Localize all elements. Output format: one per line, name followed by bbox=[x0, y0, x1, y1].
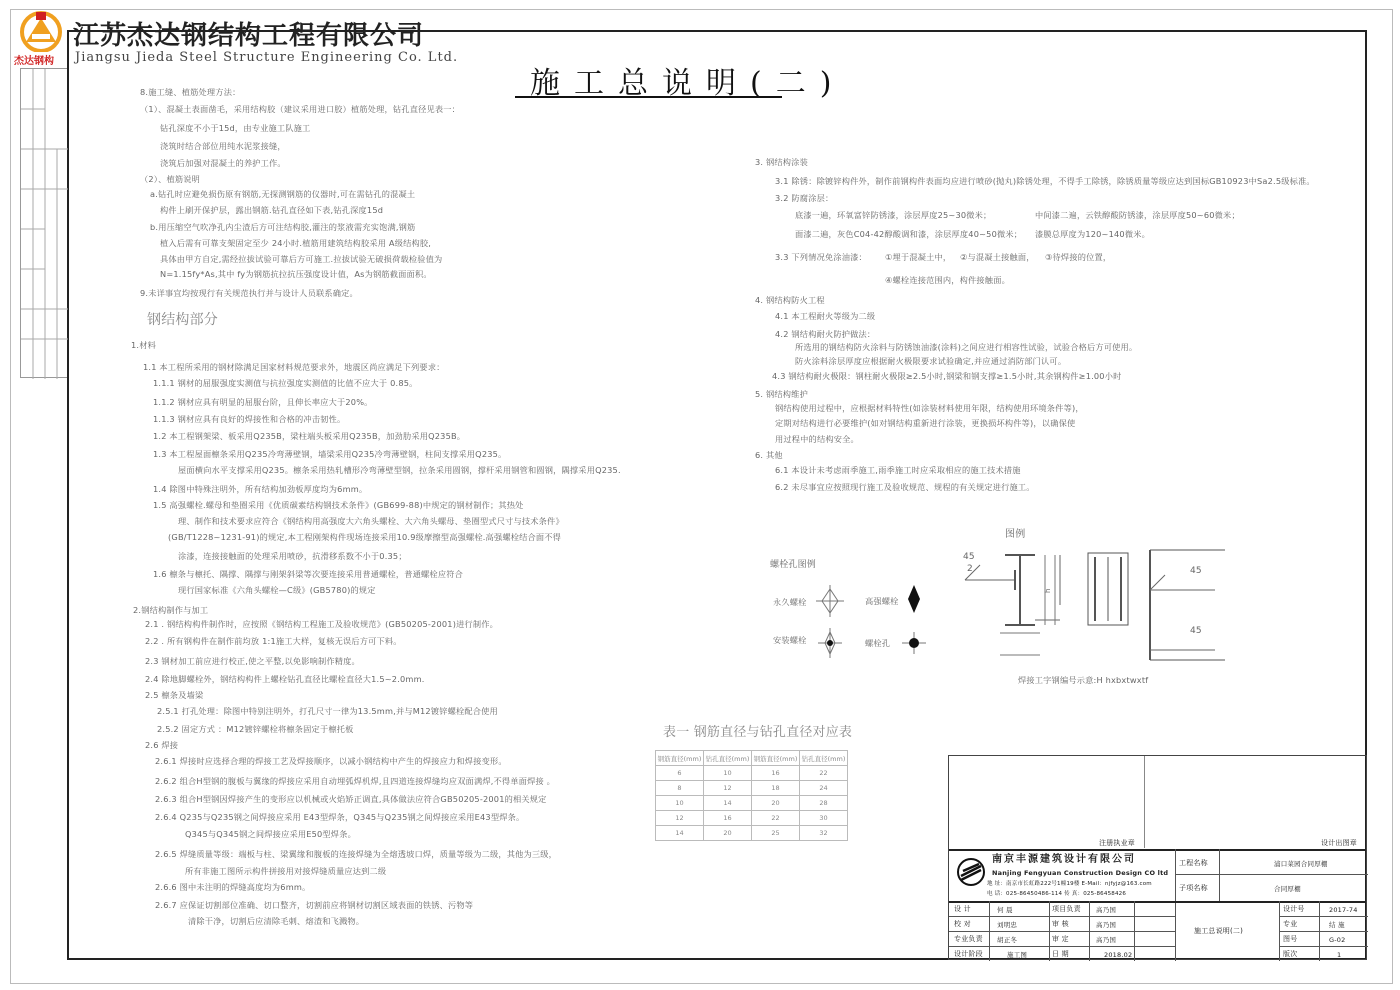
permanent-bolt-label: 永久螺栓 bbox=[773, 597, 807, 607]
section-heading-steel: 钢结构部分 bbox=[147, 312, 218, 328]
firm-phone: 电 话：025-86450486-114 传 真：025-86458426 bbox=[987, 891, 1127, 897]
table-cell: 10 bbox=[704, 766, 752, 781]
note-line: ③待焊接的位置， bbox=[1045, 252, 1112, 262]
tb-vline bbox=[1134, 901, 1135, 961]
note-line: 2.5 檩条及墙梁 bbox=[145, 690, 204, 700]
note-line: 2.6.6 图中未注明的焊缝高度均为6mm。 bbox=[155, 882, 311, 892]
note-line: 防火涂料涂层厚度应根据耐火极限要求试验确定,并应通过消防部门认可。 bbox=[795, 356, 1067, 366]
note-line: ②与混凝土接触面， bbox=[960, 252, 1035, 262]
note-line: 2.1 . 钢结构构件制作时，应按照《钢结构工程施工及验收规范》(GB50205-2001)进行制作。 bbox=[145, 619, 499, 629]
note-line: 漆膜总厚度为120~140微米。 bbox=[1035, 229, 1151, 239]
tb-cell: 胡正冬 bbox=[997, 936, 1018, 944]
note-line: 构件上刷开保护层，露出钢筋.钻孔直径如下表,钻孔深度15d bbox=[160, 205, 384, 215]
note-line: 2.4 除地脚螺栓外，钢结构构件上螺栓钻孔直径比螺栓直径大1.5~2.0mm. bbox=[145, 674, 425, 684]
table-header-cell: 钢筋直径(mm) bbox=[752, 751, 800, 766]
weld-angle-label: 45 bbox=[963, 552, 975, 562]
note-line: b.用压缩空气吹净孔内尘渣后方可注结构胶,灌注的浆液需充实饱满,钢筋 bbox=[150, 222, 416, 232]
table-cell: 32 bbox=[800, 826, 848, 841]
design-stamp-label: 设计出图章 bbox=[1321, 839, 1357, 847]
install-bolt-icon bbox=[818, 628, 842, 658]
firm-logo-icon bbox=[954, 857, 988, 887]
legend-title: 图例 bbox=[1005, 529, 1026, 540]
note-line: 定期对结构进行必要维护(如对钢结构重新进行涂装，更换损坏构件等)，以确保使 bbox=[775, 418, 1076, 428]
weld-section-diagram bbox=[960, 545, 1230, 670]
note-line: 2.5.2 固定方式 ：M12镀锌螺栓将檩条固定于檩托板 bbox=[157, 724, 354, 734]
logo-caption: 杰达钢构 bbox=[14, 56, 54, 67]
table-header-cell: 钻孔直径(mm) bbox=[704, 751, 752, 766]
tb-hline bbox=[1175, 874, 1368, 875]
tb-cell: 审 定 bbox=[1052, 935, 1069, 943]
table-header-cell: 钢筋直径(mm) bbox=[656, 751, 704, 766]
note-line: （2）、植筋说明 bbox=[140, 174, 201, 184]
firm-address: 地 址：南京市长虹路222号1幢19楼 E-Mail：njfyjz@163.com bbox=[987, 881, 1152, 887]
note-line: （1）、混凝土表面凿毛，采用结构胶（建议采用进口胶）植筋处理，钻孔直径见表一： bbox=[140, 104, 461, 114]
title-block bbox=[948, 755, 1367, 960]
company-name-cn: 江苏杰达钢结构工程有限公司 bbox=[73, 21, 425, 51]
note-line: N=1.15fy*As,其中 fy为钢筋抗拉抗压强度设计值，As为钢筋截面面积。 bbox=[160, 269, 432, 279]
sub-name: 合同厚棚 bbox=[1274, 885, 1301, 893]
note-line: 屋面横向水平支撑采用Q235。檩条采用热轧槽形冷弯薄壁型钢，拉条采用圆钢，撑杆采用钢管和圆钢，隅撑采用Q235. bbox=[178, 465, 621, 475]
tb-hline bbox=[949, 946, 1175, 947]
note-line: 3.3 下列情况免涂油漆： bbox=[775, 252, 867, 262]
table-cell: 24 bbox=[800, 781, 848, 796]
project-name: 浦口菜园合同厚棚 bbox=[1274, 860, 1328, 868]
note-line: 3.2 防腐涂层： bbox=[775, 193, 834, 203]
table-cell: 20 bbox=[752, 796, 800, 811]
tb-cell: 校 对 bbox=[954, 920, 971, 928]
note-line: 1.1.1 钢材的屈服强度实测值与抗拉强度实测值的比值不应大于 0.85。 bbox=[153, 378, 418, 388]
note-line: 1.材料 bbox=[131, 340, 156, 350]
table-cell: 25 bbox=[752, 826, 800, 841]
bolt-legend-title: 螺栓孔图例 bbox=[770, 560, 817, 570]
note-line: 4.3 钢结构耐火极限：钢柱耐火极限≥2.5小时,钢梁和钢支撑≥1.5小时,其余钢构件≥1.00小时 bbox=[772, 371, 1122, 381]
tb-cell: 项目负责 bbox=[1052, 905, 1081, 913]
table-cell: 20 bbox=[704, 826, 752, 841]
note-line: 清除干净，切割后应清除毛刺、熔渣和飞溅物。 bbox=[188, 916, 365, 926]
note-line: 所有非施工图所示构件拼接用对接焊缝质量应达到二级 bbox=[185, 866, 387, 876]
note-line: 现行国家标准《六角头螺栓—C级》(GB5780)的规定 bbox=[178, 585, 376, 595]
table-cell: 22 bbox=[752, 811, 800, 826]
tb-cell: 设计阶段 bbox=[954, 950, 983, 958]
note-line: 2.6.7 应保证切割部位准确、切口整齐，切割前应将钢材切割区域表面的铁锈、污物等 bbox=[155, 900, 474, 910]
table-row bbox=[656, 766, 848, 781]
table-cell: 30 bbox=[800, 811, 848, 826]
note-line: 2.6 焊接 bbox=[145, 740, 179, 750]
tb-divider bbox=[949, 849, 1366, 851]
tb-key: 设计号 bbox=[1283, 905, 1305, 913]
tb-vline bbox=[1219, 849, 1220, 901]
company-logo bbox=[12, 10, 70, 65]
table-cell: 14 bbox=[656, 826, 704, 841]
weld-angle-label: 45 bbox=[1190, 626, 1202, 636]
tb-hline bbox=[1279, 916, 1368, 917]
note-line: 8.施工缝、植筋处理方法： bbox=[140, 87, 241, 97]
note-line: 4. 钢结构防火工程 bbox=[755, 295, 825, 305]
table-header-cell: 钻孔直径(mm) bbox=[800, 751, 848, 766]
note-line: 1.2 本工程钢架梁、板采用Q235B，梁柱端头板采用Q235B，加劲肋采用Q235B。 bbox=[153, 431, 466, 441]
tb-key: 图号 bbox=[1283, 935, 1298, 943]
note-line: 中间漆二遍，云铁醇酸防锈漆，涂层厚度50~60微米； bbox=[1035, 210, 1240, 220]
tb-divider bbox=[949, 901, 1366, 903]
note-line: 1.3 本工程屋面檩条采用Q235冷弯薄壁钢，墙梁采用Q235冷弯薄壁钢，柱间支撑采用Q235。 bbox=[153, 449, 507, 459]
tb-cell: 设 计 bbox=[954, 905, 971, 913]
note-line: ①埋于混凝土中， bbox=[885, 252, 952, 262]
table-header-row bbox=[656, 751, 848, 766]
note-line: 2.6.3 组合H型钢因焊接产生的变形应以机械或火焰矫正调直,具体做法应符合GB50205-2001的相关规定 bbox=[155, 794, 547, 804]
note-line: 6.1 本设计未考虑雨季施工,雨季施工时应采取相应的施工技术措施 bbox=[775, 465, 1021, 475]
tb-vline bbox=[1049, 901, 1050, 961]
note-line: 2.6.1 焊接时应选择合理的焊接工艺及焊接顺序，以减小钢结构中产生的焊接应力和焊接变形。 bbox=[155, 756, 507, 766]
tb-cell: 刘明忠 bbox=[997, 921, 1018, 929]
firm-name-cn: 南京丰源建筑设计有限公司 bbox=[992, 854, 1136, 865]
note-line: 2.钢结构制作与加工 bbox=[133, 605, 209, 615]
note-line: (GB/T1228~1231-91)的规定,本工程刚架构件现场连接采用10.9级摩擦型高强螺栓.高强螺栓结合面不得 bbox=[168, 532, 562, 542]
tb-vline bbox=[1175, 849, 1176, 961]
note-line: 6. 其他 bbox=[755, 450, 783, 460]
drawing-title: 施工总说明(二) bbox=[1194, 927, 1244, 935]
note-line: 3. 钢结构涂装 bbox=[755, 157, 808, 167]
table-cell: 12 bbox=[656, 811, 704, 826]
note-line: 9.未详事宜均按现行有关规范执行并与设计人员联系确定。 bbox=[140, 288, 358, 298]
note-line: 底漆一遍，环氧富锌防锈漆，涂层厚度25~30微米； bbox=[795, 210, 992, 220]
tb-cell: 高乃国 bbox=[1096, 921, 1117, 929]
note-line: 涂漆，连接接触面的处理采用喷砂，抗滑移系数不小于0.35； bbox=[178, 551, 407, 561]
tb-vline bbox=[989, 901, 990, 961]
table-cell: 6 bbox=[656, 766, 704, 781]
weld-dim-label: 2 bbox=[967, 564, 973, 574]
note-line: Q345与Q345钢之间焊接应采用E50型焊条。 bbox=[185, 829, 356, 839]
table-cell: 18 bbox=[752, 781, 800, 796]
rebar-table bbox=[655, 750, 848, 841]
note-line: 钻孔深度不小于15d，由专业施工队施工 bbox=[160, 123, 311, 133]
note-line: 3.1 除锈：除镀锌构件外，制作前钢构件表面均应进行喷砂(抛丸)除锈处理，不得手工除锈，除锈质量等级应达到国标GB10923中Sa2.5级标准。 bbox=[775, 176, 1315, 186]
svg-text:h: h bbox=[1044, 588, 1052, 593]
tb-value: 1 bbox=[1337, 951, 1342, 959]
project-name-label: 工程名称 bbox=[1179, 859, 1208, 867]
rebar-table-title: 表一 钢筋直径与钻孔直径对应表 bbox=[663, 725, 853, 740]
stamp-divider bbox=[1144, 756, 1145, 848]
table-cell: 8 bbox=[656, 781, 704, 796]
title-underline bbox=[515, 96, 782, 98]
tb-hline bbox=[1279, 931, 1368, 932]
note-line: ④螺栓连接范围内，构件接触面。 bbox=[885, 275, 1010, 285]
tb-hline bbox=[949, 931, 1175, 932]
note-line: 植入后需有可靠支架固定至少 24小时.植筋用建筑结构胶采用 A级结构胶, bbox=[160, 238, 432, 248]
tb-key: 版次 bbox=[1283, 950, 1298, 958]
note-line: 1.1.3 钢材应具有良好的焊接性和合格的冲击韧性。 bbox=[153, 414, 346, 424]
table-row bbox=[656, 811, 848, 826]
tb-key: 专业 bbox=[1283, 920, 1298, 928]
tb-value: 2017-74 bbox=[1329, 906, 1358, 914]
tb-hline bbox=[1279, 946, 1368, 947]
weld-angle-label: 45 bbox=[1190, 566, 1202, 576]
table-cell: 16 bbox=[752, 766, 800, 781]
table-cell: 12 bbox=[704, 781, 752, 796]
tb-cell: 审 核 bbox=[1052, 920, 1069, 928]
note-line: 2.5.1 打孔处理：除图中特别注明外，打孔尺寸一律为13.5mm,并与M12镀锌螺栓配合使用 bbox=[157, 706, 498, 716]
tb-value: 结 施 bbox=[1329, 921, 1345, 929]
note-line: 4.1 本工程耐火等级为二级 bbox=[775, 311, 876, 321]
note-line: 2.6.2 组合H型钢的腹板与翼缘的焊接应采用自动埋弧焊机焊,且四道连接焊缝均应双面满焊,不得单面焊接 。 bbox=[155, 776, 556, 786]
sub-name-label: 子项名称 bbox=[1179, 884, 1208, 892]
note-line: 6.2 未尽事宜应按照现行施工及验收规范、规程的有关规定进行施工。 bbox=[775, 482, 1035, 492]
stamp-label: 注册执业章 bbox=[1099, 839, 1135, 847]
note-line: 2.2 . 所有钢构件在制作前均放 1:1施工大样，复核无误后方可下料。 bbox=[145, 636, 402, 646]
table-cell: 10 bbox=[656, 796, 704, 811]
tb-cell: 何 晨 bbox=[997, 906, 1013, 914]
note-line: 浇筑时结合部位用纯水泥浆接缝， bbox=[160, 141, 286, 151]
note-line: 钢结构使用过程中，应根据材料特性(如涂装材料使用年限，结构使用环境条件等)， bbox=[775, 403, 1084, 413]
bolt-hole-label: 螺栓孔 bbox=[865, 638, 891, 648]
hs-bolt-icon bbox=[908, 585, 920, 613]
binding-strip-grid bbox=[21, 69, 68, 379]
note-line: 2.6.4 Q235与Q235钢之间焊接应采用 E43型焊条，Q345与Q235钢之间焊接应采用E43型焊条。 bbox=[155, 812, 525, 822]
note-line: 浇筑后加强对混凝土的养护工作。 bbox=[160, 158, 286, 168]
bolt-symbols bbox=[810, 580, 930, 660]
logo-mark-icon bbox=[12, 10, 70, 52]
note-line: 2.6.5 焊缝质量等级：端板与柱、梁翼缘和腹板的连接焊缝为全熔透坡口焊，质量等级为二级，其他为三级， bbox=[155, 849, 558, 859]
table-cell: 22 bbox=[800, 766, 848, 781]
note-line: a.钻孔时应避免损伤原有钢筋,无探测钢筋的仪器时,可在需钻孔的混凝土 bbox=[150, 189, 416, 199]
install-bolt-label: 安装螺栓 bbox=[773, 635, 807, 645]
tb-cell: 高乃国 bbox=[1096, 906, 1117, 914]
tb-value: G-02 bbox=[1329, 936, 1346, 944]
note-line: 1.5 高强螺栓.螺母和垫圈采用《优质碳素结构钢技术条件》(GB699-88)中规定的钢材制作；其热处 bbox=[153, 500, 524, 510]
table-cell: 28 bbox=[800, 796, 848, 811]
tb-cell: 专业负责 bbox=[954, 935, 983, 943]
note-line: 理、制作和技术要求应符合《钢结构用高强度大六角头螺栓、大六角头螺母、垫圈型式尺寸与技术条件》 bbox=[178, 516, 564, 526]
tb-cell: 高乃国 bbox=[1096, 936, 1117, 944]
company-name-en: Jiangsu Jieda Steel Structure Engineering Co. Ltd. bbox=[75, 50, 459, 65]
tb-hline bbox=[949, 916, 1175, 917]
note-line: 1.4 除图中特殊注明外，所有结构加劲板厚度均为6mm。 bbox=[153, 484, 368, 494]
weld-note: 焊接工字钢编号示意:H hxbxtwxtf bbox=[1018, 675, 1149, 685]
note-line: 1.6 檩条与檩托、隅撑、隅撑与刚架斜梁等次要连接采用普通螺栓，普通螺栓应符合 bbox=[153, 569, 463, 579]
permanent-bolt-icon bbox=[816, 585, 844, 617]
note-line: 面漆二遍，灰色C04-42醇酸调和漆，涂层厚度40~50微米； bbox=[795, 229, 1023, 239]
tb-cell: 施工图 bbox=[1007, 951, 1028, 959]
note-line: 1.1 本工程所采用的钢材除满足国家材料规范要求外，地震区尚应满足下列要求： bbox=[143, 362, 445, 372]
note-line: 所选用的钢结构防火涂料与防锈蚀油漆(涂料)之间应进行相容性试验，试验合格后方可使用。 bbox=[795, 342, 1138, 352]
note-line: 1.1.2 钢材应具有明显的屈服台阶，且伸长率应大于20%。 bbox=[153, 397, 373, 407]
note-line: 用过程中的结构安全。 bbox=[775, 434, 859, 444]
note-line: 4.2 钢结构耐火防护做法： bbox=[775, 329, 876, 339]
hs-bolt-label: 高强螺栓 bbox=[865, 596, 899, 606]
table-row bbox=[656, 781, 848, 796]
table-cell: 16 bbox=[704, 811, 752, 826]
sheet-title: 施工总说明(二) bbox=[530, 66, 846, 101]
bolt-hole-icon bbox=[902, 632, 926, 654]
tb-cell: 日 期 bbox=[1052, 950, 1069, 958]
note-line: 具体由甲方自定,需经拉拔试验可靠后方可施工.拉拔试验无破损荷载检验值为 bbox=[160, 254, 443, 264]
tb-cell: 2018.02 bbox=[1104, 951, 1133, 959]
table-row bbox=[656, 796, 848, 811]
table-cell: 14 bbox=[704, 796, 752, 811]
table-row bbox=[656, 826, 848, 841]
note-line: 2.3 钢材加工前应进行校正,使之平整,以免影响制作精度。 bbox=[145, 656, 360, 666]
note-line: 5. 钢结构维护 bbox=[755, 389, 808, 399]
tb-vline bbox=[1089, 901, 1090, 961]
firm-name-en: Nanjing Fengyuan Construction Design CO ltd bbox=[992, 869, 1169, 877]
binding-strip bbox=[20, 68, 67, 378]
